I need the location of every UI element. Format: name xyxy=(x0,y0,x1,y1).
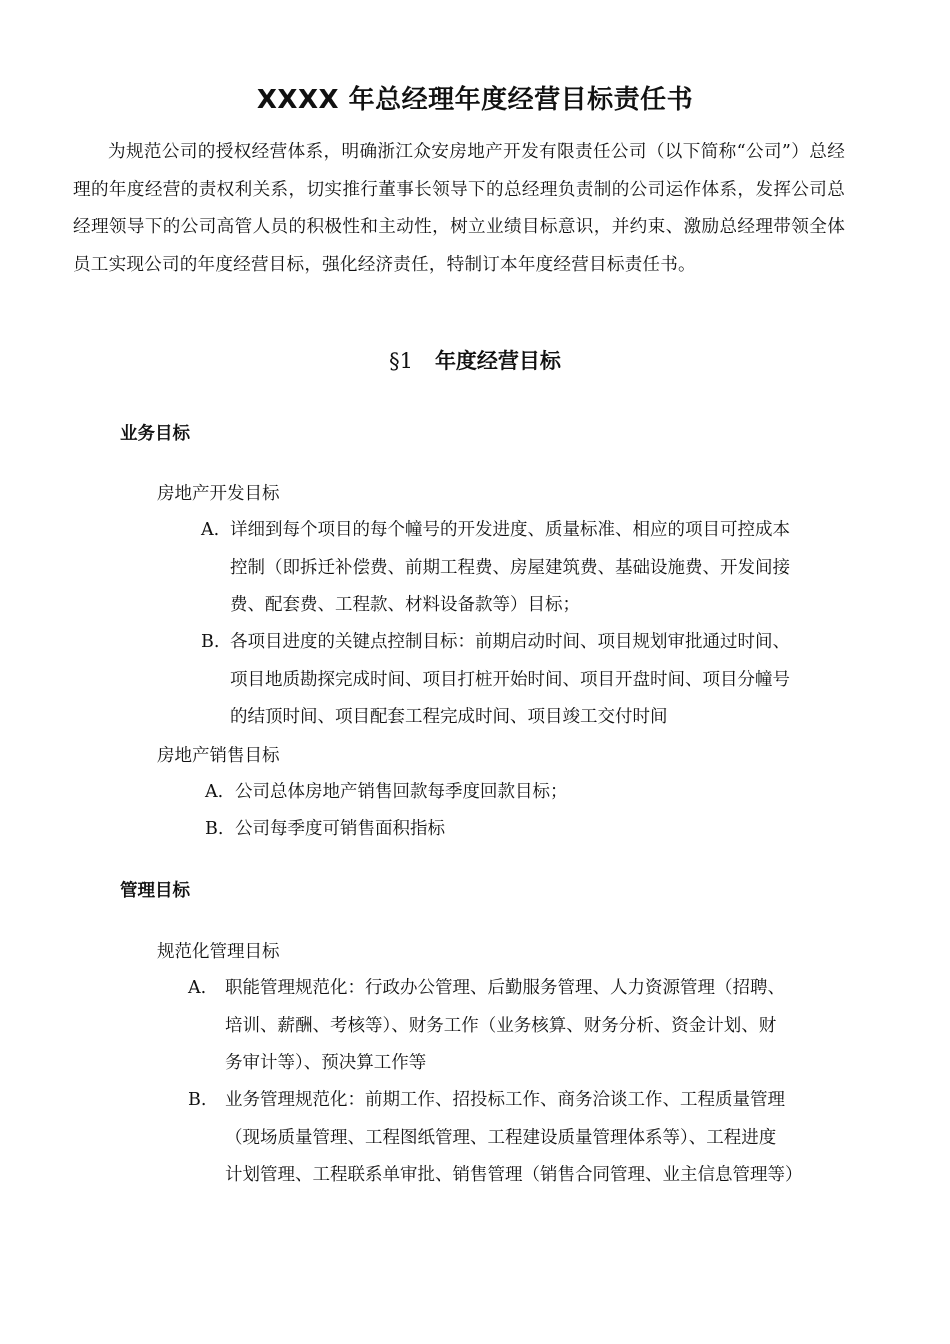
list-item-line: 培训、薪酬、考核等）、财务工作（业务核算、财务分析、资金计划、财 xyxy=(225,1015,777,1036)
list-item xyxy=(188,1082,853,1195)
list-item-line: 职能管理规范化：行政办公管理、后勤服务管理、人力资源管理（招聘、 xyxy=(225,978,785,998)
list-item-line: 项目地质勘探完成时间、项目打桩开始时间、项目开盘时间、项目分幢号 xyxy=(230,669,790,690)
list-marker: B. xyxy=(188,1090,207,1110)
list-item-line: 公司总体房地产销售回款每季度回款目标； xyxy=(235,782,568,802)
list-marker: A. xyxy=(201,520,220,540)
list-item-line: 详细到每个项目的每个幢号的开发进度、质量标准、相应的项目可控成本 xyxy=(230,520,790,540)
business-goals-heading: 业务目标 xyxy=(120,424,190,444)
intro-paragraph: 为规范公司的授权经营体系，明确浙江众安房地产开发有限责任公司（以下简称“公司”）总经理的年度经营的责权利关系，切实推行董事长领导下的总经理负责制的公司运作体系，发挥公司总经理领导下的公司高管人员的积极性和主动性，树立业绩目标意识，并约束、激励总经理带领全体员工实现公司的年度经营目标，强化经济责任，特制订本年度经营目标责任书。 xyxy=(73,142,845,275)
list-item-line: 各项目进度的关键点控制目标：前期启动时间、项目规划审批通过时间、 xyxy=(230,632,790,652)
list-item-line: 控制（即拆迁补偿费、前期工程费、房屋建筑费、基础设施费、开发间接 xyxy=(230,557,790,578)
list-item-line: （现场质量管理、工程图纸管理、工程建设质量管理体系等）、工程进度 xyxy=(225,1127,777,1148)
sales-goals-heading: 房地产销售目标 xyxy=(157,746,280,766)
list-marker: A. xyxy=(205,782,224,802)
dev-goals-heading: 房地产开发目标 xyxy=(157,484,280,504)
list-item-line: 计划管理、工程联系单审批、销售管理（销售合同管理、业主信息管理等） xyxy=(225,1165,803,1185)
list-item-line: 的结顶时间、项目配套工程完成时间、项目竣工交付时间 xyxy=(230,707,668,727)
list-item-line: 业务管理规范化：前期工作、招投标工作、商务洽谈工作、工程质量管理 xyxy=(225,1090,785,1110)
norm-goals-heading: 规范化管理目标 xyxy=(157,942,280,962)
list-marker: A. xyxy=(188,978,207,998)
list-item-line: 务审计等）、预决算工作等 xyxy=(225,1053,427,1073)
section-title: 年度经营目标 xyxy=(434,349,561,373)
list-item xyxy=(205,774,805,812)
list-item xyxy=(201,512,851,625)
section-heading xyxy=(0,345,950,377)
management-goals-heading: 管理目标 xyxy=(120,881,190,901)
list-item-line: 费、配套费、工程款、材料设备款等）目标； xyxy=(230,595,580,615)
section-number: §1 xyxy=(389,349,413,373)
list-item xyxy=(201,624,851,737)
list-item-line: 公司每季度可销售面积指标 xyxy=(235,819,445,839)
list-marker: B. xyxy=(201,632,220,652)
document-title: XXXX 年总经理年度经营目标责任书 xyxy=(256,85,694,115)
list-item xyxy=(188,970,853,1083)
list-item xyxy=(205,811,805,849)
list-marker: B. xyxy=(205,819,224,839)
